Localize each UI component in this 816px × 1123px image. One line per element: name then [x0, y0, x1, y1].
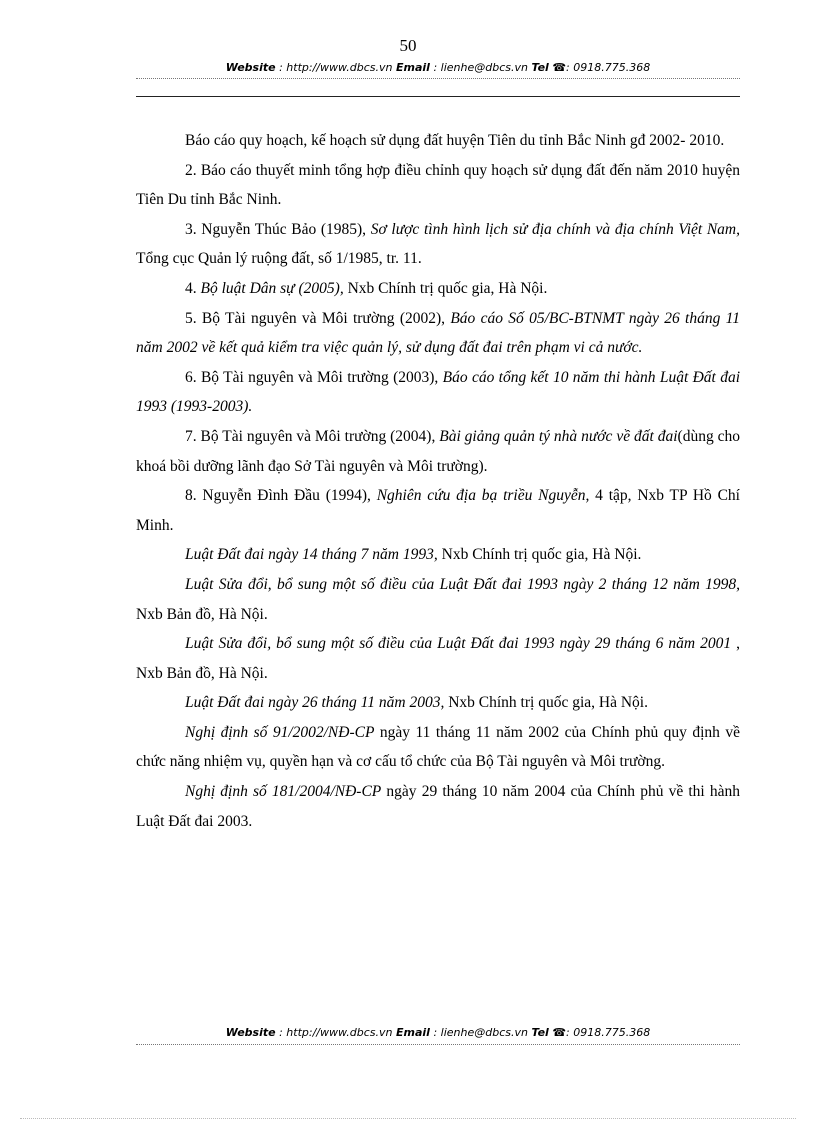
reference-text: , Nxb Bản đồ, Hà Nội. — [136, 635, 741, 682]
header-email-label: Email — [396, 61, 430, 74]
footer-email-value: : lienhe@dbcs.vn — [433, 1026, 528, 1039]
reference-text: Nxb Chính trị quốc gia, Hà Nội. — [444, 694, 648, 712]
reference-text: 7. Bộ Tài nguyên và Môi trường (2004), — [185, 427, 440, 445]
reference-text: ngày 11 tháng 11 năm 2002 của Chính phủ quy định về chức năng nhiệm vụ, quyền hạn và cơ cấu tổ chức của Bộ Tài nguyên và Môi trường. — [136, 723, 740, 771]
footer-website-label: Website — [225, 1026, 276, 1039]
reference-title: Luật Đất đai ngày 26 tháng 11 năm 2003, — [185, 694, 445, 712]
reference-text: 4 tập, Nxb TP Hồ Chí Minh. — [136, 487, 740, 534]
reference-item — [136, 126, 740, 156]
reference-title: Luật Sửa đổi, bổ sung một số điều của Luật Đất đai 1993 ngày 2 tháng 12 năm 1998, — [185, 575, 740, 593]
reference-title: Nghị định số 91/2002/NĐ-CP — [185, 723, 375, 741]
reference-item — [136, 540, 740, 570]
reference-text: 8. Nguyễn Đình Đầu (1994), — [185, 487, 377, 505]
header-website-label: Website — [225, 61, 276, 74]
reference-title: Luật Sửa đổi, bổ sung một số điều của Luật Đất đai 1993 ngày 29 tháng 6 năm 2001 — [185, 635, 732, 653]
reference-text: 3. Nguyễn Thúc Bảo (1985), — [185, 220, 371, 238]
footer-tel-label: Tel — [531, 1026, 549, 1039]
page-header — [136, 61, 740, 74]
reference-title: Báo cáo Số 05/BC-BTNMT ngày 26 tháng 11 năm 2002 về kết quả kiểm tra việc quản lý, sử dụng đất đai trên phạm vi cả nước. — [136, 309, 740, 357]
reference-item — [136, 363, 740, 422]
reference-title: Luật Đất đai ngày 14 tháng 7 năm 1993, — [185, 546, 438, 564]
reference-item — [136, 777, 740, 836]
reference-text: Nxb Chính trị quốc gia, Hà Nội. — [437, 546, 642, 564]
telephone-icon: ☎ — [552, 61, 567, 74]
reference-text: 5. Bộ Tài nguyên và Môi trường (2002), — [185, 309, 451, 327]
footer-dotted-rule — [136, 1044, 740, 1045]
reference-title: Nghiên cứu địa bạ triều Nguyễn, — [376, 487, 590, 505]
reference-item — [136, 629, 740, 688]
reference-item — [136, 274, 740, 304]
footer-tel-value: : 0918.775.368 — [566, 1026, 651, 1039]
telephone-icon: ☎ — [552, 1026, 567, 1039]
header-tel-label: Tel — [531, 61, 549, 74]
page-footer — [136, 1026, 740, 1039]
reference-text: Báo cáo quy hoạch, kế hoạch sử dụng đất huyện Tiên du tỉnh Bắc Ninh gđ 2002- 2010. — [185, 132, 725, 149]
page-number: 50 — [399, 36, 417, 55]
footer-website-value: : http://www.dbcs.vn — [279, 1026, 393, 1039]
header-website-value: : http://www.dbcs.vn — [279, 61, 393, 74]
reference-item — [136, 156, 740, 215]
reference-title: Sơ lược tình hình lịch sử địa chính và địa chính Việt Nam, — [370, 220, 740, 238]
reference-text: ngày 29 tháng 10 năm 2004 của Chính phủ về thi hành Luật Đất đai 2003. — [136, 783, 740, 830]
reference-item — [136, 570, 740, 629]
reference-item — [136, 215, 740, 274]
reference-item — [136, 481, 740, 540]
header-dotted-rule — [136, 78, 740, 79]
reference-text: Nxb Chính trị quốc gia, Hà Nội. — [343, 279, 548, 297]
reference-text: Nxb Bản đồ, Hà Nội. — [136, 605, 268, 623]
references-list — [136, 126, 740, 836]
header-tel-value: : 0918.775.368 — [566, 61, 651, 74]
header-email-value: : lienhe@dbcs.vn — [433, 61, 528, 74]
reference-text: 4. — [185, 279, 201, 297]
reference-item — [136, 718, 740, 777]
reference-text: (dùng cho khoá bồi dưỡng lãnh đạo Sở Tài nguyên và Môi trường). — [136, 427, 740, 475]
reference-title: Nghị định số 181/2004/NĐ-CP — [185, 783, 382, 801]
reference-item — [136, 688, 740, 718]
reference-text: Tổng cục Quản lý ruộng đất, số 1/1985, tr. 11. — [136, 250, 422, 268]
header-solid-rule — [136, 96, 740, 97]
reference-item — [136, 304, 740, 363]
footer-email-label: Email — [396, 1026, 430, 1039]
reference-title: Bộ luật Dân sự (2005), — [200, 279, 344, 297]
reference-item — [136, 422, 740, 481]
reference-text: 6. Bộ Tài nguyên và Môi trường (2003), — [185, 368, 443, 386]
reference-title: Bài giảng quản tý nhà nước về đất đai — [439, 427, 678, 445]
page-edge-rule — [20, 1118, 796, 1119]
reference-title: Báo cáo tổng kết 10 năm thi hành Luật Đất đai 1993 (1993-2003). — [136, 368, 741, 416]
reference-text: 2. Báo cáo thuyết minh tổng hợp điều chỉnh quy hoạch sử dụng đất đến năm 2010 huyện Tiên Du tỉnh Bắc Ninh. — [136, 161, 740, 209]
